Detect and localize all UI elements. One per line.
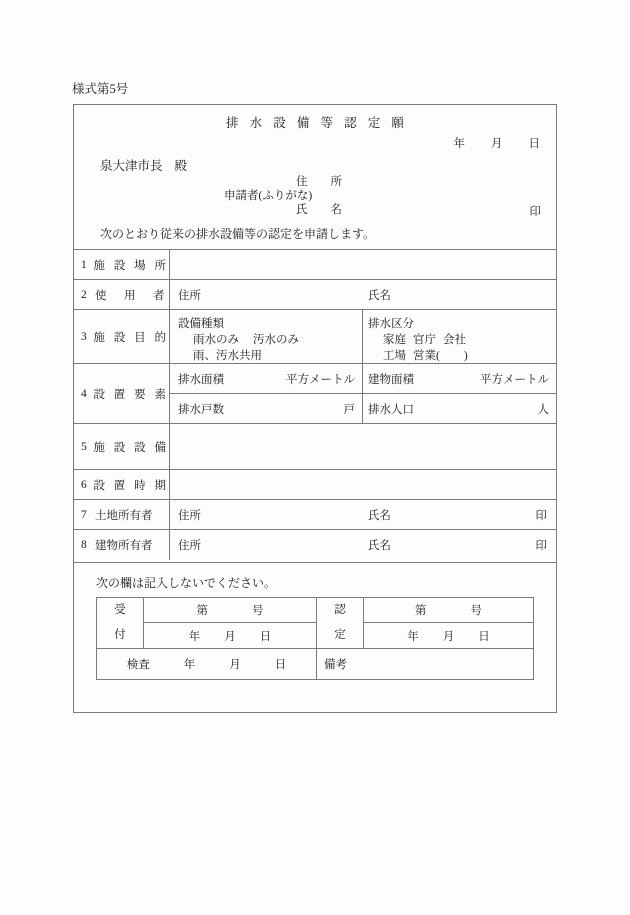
table-row: [74, 500, 556, 530]
receipt-group: [97, 598, 317, 648]
receipt-date-year: 年: [188, 630, 201, 643]
remarks-field[interactable]: [317, 649, 533, 679]
building-area-label: 建物面積: [368, 373, 414, 386]
row-number: 3: [81, 330, 87, 343]
office-use-note: 次の欄は記入しないでください。: [96, 576, 277, 590]
office-lower-row: [97, 649, 533, 679]
inspection-label: 検査: [126, 659, 150, 671]
row-label-text: 使 用 者: [95, 289, 168, 302]
intro-sentence: 次のとおり従来の排水設備等の認定を申請します。: [100, 227, 376, 241]
applicant-label: 申請者(ふりがな): [224, 190, 313, 202]
row-label-installation-elements: [74, 364, 170, 423]
applicant-seal-label: 印: [529, 206, 541, 218]
building-area-cell[interactable]: [363, 364, 556, 393]
row-number: 2: [81, 288, 87, 301]
land-owner-seal-label: 印: [535, 509, 547, 522]
row-number: 8: [81, 539, 87, 551]
inspection-month: 月: [229, 659, 241, 671]
addressee-honorific: 殿: [174, 159, 188, 173]
addressee: [100, 156, 187, 174]
option-company[interactable]: 会社: [443, 334, 466, 346]
table-row: [74, 310, 556, 364]
row-number: 5: [81, 440, 87, 453]
drainage-category-group: [363, 310, 556, 363]
row-number: 6: [81, 478, 87, 491]
row-label-text: 施 設 設 備: [93, 441, 169, 454]
building-owner-name-field[interactable]: [363, 537, 530, 553]
row-input-installation-elements: [170, 364, 556, 423]
drainage-households-cell[interactable]: [170, 394, 363, 423]
form-frame: [73, 104, 557, 713]
option-business-close-paren: ): [463, 350, 468, 362]
approval-number-prefix: 第: [415, 605, 427, 617]
drainage-category-options-line1: [368, 332, 556, 348]
approval-number-field[interactable]: [364, 598, 533, 623]
inspection-year: 年: [183, 659, 196, 671]
row-label-text: 設 置 時 期: [93, 479, 169, 492]
table-row: [74, 364, 556, 424]
approval-label-char1: 認: [334, 604, 346, 616]
approval-label-char2: 定: [334, 629, 346, 641]
drainage-population-cell[interactable]: [363, 394, 556, 423]
row-label-facility-purpose: [74, 310, 170, 363]
drainage-population-label: 排水人口: [368, 403, 414, 416]
row-input-facility-purpose: [170, 310, 556, 363]
row-label-installation-period: [74, 470, 170, 499]
approval-group: [317, 598, 533, 648]
receipt-label-char2: 付: [114, 629, 126, 641]
drainage-category-heading: 排水区分: [368, 318, 414, 330]
approval-label: [317, 598, 364, 648]
drainage-area-unit: 平方メートル: [286, 373, 355, 386]
inspection-field[interactable]: [97, 649, 317, 679]
land-owner-name-field[interactable]: [363, 507, 530, 523]
office-use-table: [96, 597, 534, 680]
inspection-day: 日: [274, 659, 287, 671]
applicant-name-label: 氏 名: [296, 204, 342, 216]
land-owner-address-field[interactable]: [170, 507, 363, 523]
drainage-area-cell[interactable]: [170, 364, 363, 393]
addressee-name: 泉大津市長: [100, 159, 163, 173]
row-number: 7: [81, 508, 87, 521]
submission-date-line: [454, 135, 541, 151]
row-input-installation-period[interactable]: [170, 470, 556, 499]
option-sewage-only[interactable]: 汚水のみ: [253, 334, 299, 346]
receipt-date-month: 月: [224, 630, 236, 643]
approval-number-suffix: 号: [470, 605, 482, 617]
receipt-label-char1: 受: [114, 604, 126, 616]
office-use-section: [74, 562, 556, 712]
user-name-field[interactable]: [363, 287, 530, 303]
row-label-text: 土地所有者: [95, 509, 153, 522]
option-government[interactable]: 官庁: [413, 334, 436, 346]
row-label-building-owner: [74, 530, 170, 560]
approval-date-month: 月: [442, 630, 455, 643]
approval-date-day: 日: [478, 630, 490, 643]
remarks-label: 備考: [324, 659, 347, 671]
receipt-number-suffix: 号: [252, 605, 264, 617]
receipt-number-prefix: 第: [196, 605, 208, 617]
option-factory[interactable]: 工場: [383, 350, 406, 362]
drainage-category-options-line2: [368, 348, 556, 364]
user-address-label: 住所: [178, 289, 201, 302]
date-year-label: 年: [453, 138, 465, 150]
receipt-date-day: 日: [259, 630, 272, 643]
table-row: [74, 280, 556, 310]
form-title: 排 水 設 備 等 認 定 願: [226, 116, 408, 130]
building-owner-seal-label: 印: [535, 540, 547, 552]
receipt-label: [97, 598, 144, 648]
option-rainwater-only[interactable]: 雨水のみ: [193, 334, 239, 346]
row-input-land-owner: [170, 500, 556, 529]
elements-row-count: [170, 394, 556, 423]
receipt-date-field[interactable]: [144, 623, 316, 648]
option-business[interactable]: 営業(: [413, 350, 440, 362]
equipment-type-options-line2: [178, 348, 362, 364]
form-number: 様式第5号: [72, 82, 129, 96]
drainage-area-label: 排水面積: [178, 373, 224, 386]
row-label-facility-location: [74, 250, 170, 279]
building-owner-address-field[interactable]: [170, 537, 363, 553]
land-owner-name-label: 氏名: [368, 509, 391, 522]
approval-date-field[interactable]: [364, 623, 533, 648]
row-label-text: 建物所有者: [95, 540, 153, 552]
row-number: 1: [81, 258, 87, 271]
form-header: [74, 105, 556, 249]
user-name-label: 氏名: [368, 289, 391, 302]
applicant-address-label: 住 所: [296, 176, 342, 188]
approval-fields: [364, 598, 533, 648]
row-label-text: 施 設 場 所: [93, 259, 169, 272]
table-row: [74, 470, 556, 500]
form-rows: [74, 249, 556, 560]
equipment-type-group: [170, 310, 363, 363]
user-address-field[interactable]: [170, 287, 363, 303]
row-label-text: 施 設 目 的: [93, 331, 169, 344]
table-row: [74, 424, 556, 470]
row-label-facility-equipment: [74, 424, 170, 469]
row-input-facility-equipment[interactable]: [170, 424, 556, 469]
row-label-land-owner: [74, 500, 170, 529]
table-row: [74, 250, 556, 280]
option-combined[interactable]: 雨、汚水共用: [193, 350, 262, 362]
row-label-text: 設 置 要 素: [93, 388, 169, 401]
receipt-number-field[interactable]: [144, 598, 316, 623]
equipment-type-options-line1: [178, 332, 362, 348]
building-owner-address-label: 住所: [178, 540, 201, 552]
date-day-label: 日: [528, 138, 540, 150]
equipment-type-heading: 設備種類: [178, 318, 224, 330]
drainage-population-unit: 人: [537, 403, 549, 416]
building-area-unit: 平方メートル: [480, 373, 549, 386]
land-owner-address-label: 住所: [178, 509, 201, 522]
table-row: [74, 530, 556, 560]
drainage-households-label: 排水戸数: [178, 403, 224, 416]
option-household[interactable]: 家庭: [383, 334, 406, 346]
row-label-user: [74, 280, 170, 309]
row-input-user: [170, 280, 556, 309]
date-month-label: 月: [491, 138, 503, 150]
elements-row-area: [170, 364, 556, 394]
receipt-fields: [144, 598, 316, 648]
row-number: 4: [81, 387, 87, 400]
row-input-facility-location[interactable]: [170, 250, 556, 279]
row-input-building-owner: [170, 530, 556, 560]
office-upper-rows: [97, 598, 533, 649]
drainage-households-unit: 戸: [343, 403, 355, 416]
approval-date-year: 年: [407, 630, 419, 643]
building-owner-name-label: 氏名: [368, 540, 391, 552]
